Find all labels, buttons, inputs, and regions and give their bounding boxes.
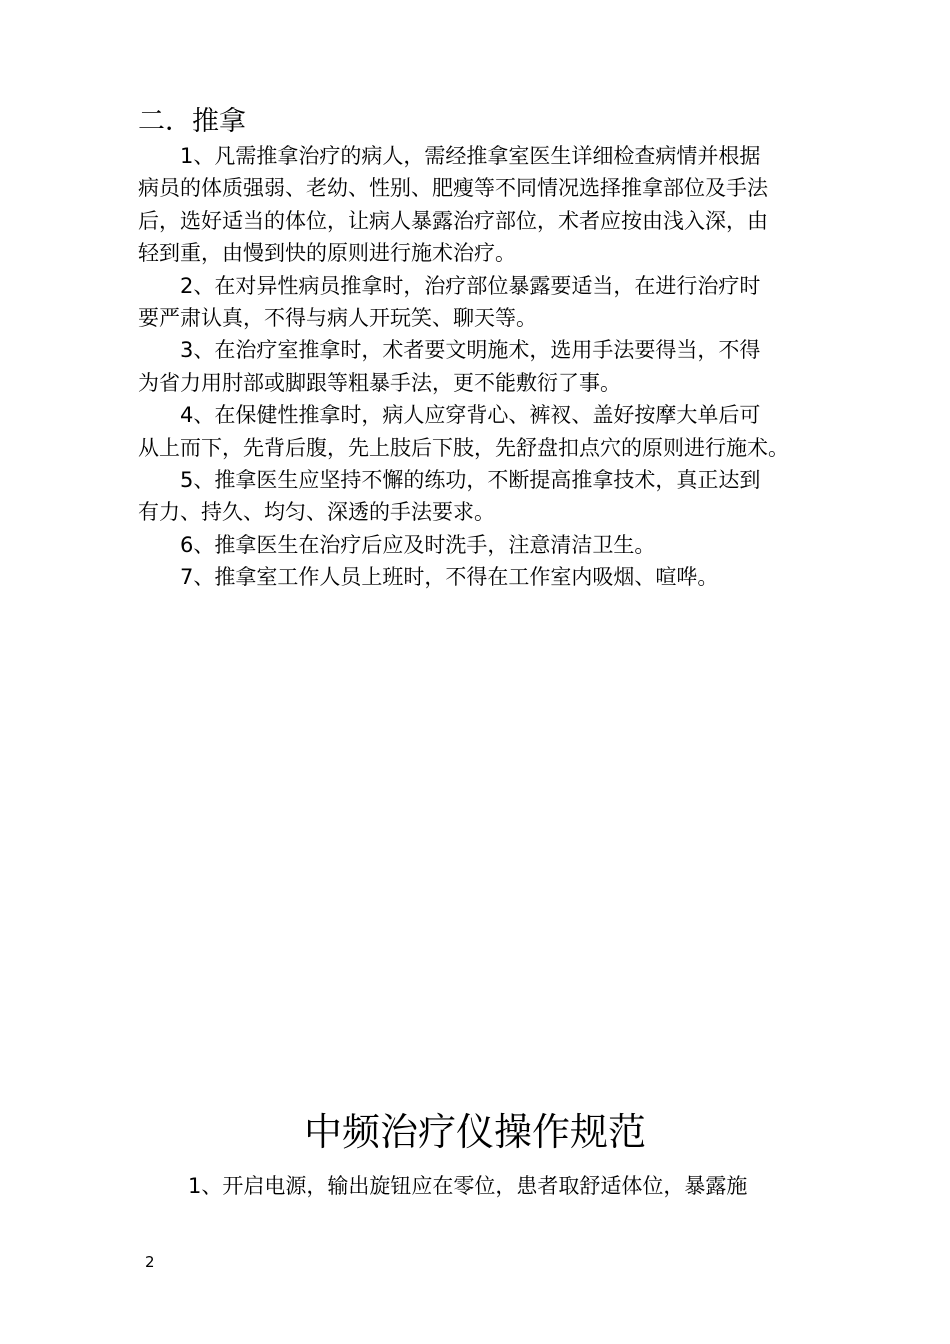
paragraph-line: 病员的体质强弱、老幼、性别、肥瘦等不同情况选择推拿部位及手法: [138, 176, 768, 201]
paragraph-line: 5、推拿医生应坚持不懈的练功，不断提高推拿技术，真正达到: [180, 468, 761, 493]
paragraph-line: 轻到重，由慢到快的原则进行施术治疗。: [138, 241, 516, 266]
section-body: [138, 140, 828, 594]
next-section-first-line: 1、开启电源，输出旋钮应在零位，患者取舒适体位，暴露施: [188, 1174, 748, 1198]
document-title: 中频治疗仪操作规范: [303, 1110, 646, 1154]
paragraph-line: 从上而下，先背后腹，先上肢后下肢，先舒盘扣点穴的原则进行施术。: [138, 435, 789, 460]
paragraph-item-2: [138, 270, 828, 335]
page-number: 2: [145, 1253, 155, 1271]
paragraph-item-3: [138, 334, 828, 399]
paragraph-line: 4、在保健性推拿时，病人应穿背心、裤衩、盖好按摩大单后可: [180, 403, 761, 428]
paragraph-item-5: [138, 464, 828, 529]
paragraph-line: 要严肃认真，不得与病人开玩笑、聊天等。: [138, 306, 537, 331]
section-heading: 二．推拿: [138, 106, 246, 137]
paragraph-item-4: [138, 399, 828, 464]
paragraph-line: 7、推拿室工作人员上班时，不得在工作室内吸烟、喧哗。: [180, 565, 719, 590]
paragraph-line: 有力、持久、均匀、深透的手法要求。: [138, 500, 495, 525]
paragraph-line: 后，选好适当的体位，让病人暴露治疗部位，术者应按由浅入深，由: [138, 208, 768, 233]
paragraph-item-7: [138, 561, 828, 593]
paragraph-item-6: [138, 529, 828, 561]
paragraph-line: 为省力用肘部或脚跟等粗暴手法，更不能敷衍了事。: [138, 370, 621, 395]
paragraph-line: 1、凡需推拿治疗的病人，需经推拿室医生详细检查病情并根据: [180, 144, 761, 168]
paragraph-line: 2、在对异性病员推拿时，治疗部位暴露要适当，在进行治疗时: [180, 273, 761, 298]
paragraph-item-1: [138, 140, 828, 270]
paragraph-line: 6、推拿医生在治疗后应及时洗手，注意清洁卫生。: [180, 532, 656, 557]
paragraph-line: 3、在治疗室推拿时，术者要文明施术，选用手法要得当，不得: [180, 338, 761, 363]
